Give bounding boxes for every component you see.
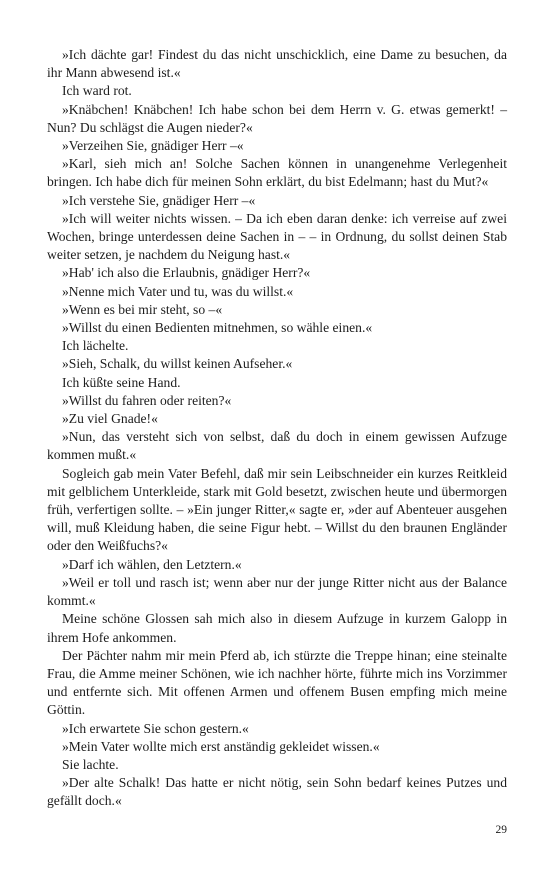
paragraph: »Weil er toll und rasch ist; wenn aber nur der junge Ritter nicht aus der Balance kommt.«	[47, 574, 507, 609]
paragraph: Sogleich gab mein Vater Befehl, daß mir sein Leibschneider ein kurzes Reitkleid mit gelblichem Unterkleide, stark mit Gold besetzt, zwischen heute und übermorgen früh, verfertigen sollte. – »Ein junger Ritter,« sagte er, »der auf Abenteuer ausgehen will, muß Kleidung haben, die seine Figur hebt. – Willst du den braunen Engländer oder den Weißfuchs?«	[47, 465, 507, 554]
paragraph: »Ich verstehe Sie, gnädiger Herr –«	[62, 192, 256, 208]
paragraph: Ich lächelte.	[62, 338, 129, 354]
paragraph: »Darf ich wählen, den Letztern.«	[62, 556, 242, 572]
paragraph: »Willst du fahren oder reiten?«	[62, 392, 232, 408]
paragraph: »Nun, das versteht sich von selbst, daß du doch in einem gewissen Aufzuge kommen mußt.«	[47, 429, 507, 463]
paragraph: »Knäbchen! Knäbchen! Ich habe schon bei dem Herrn v. G. etwas gemerkt! – Nun? Du schlägst die Augen nieder?«	[47, 101, 507, 135]
body-text	[47, 46, 507, 811]
paragraph: Der Pächter nahm mir mein Pferd ab, ich stürzte die Treppe hinan; eine steinalte Frau, die Amme meiner Schönen, wie ich nachher hörte, führte mich ins Vorzimmer und entfernte sich. Mit offenen Armen und offenem Busen empfing mich meine Göttin.	[47, 647, 507, 718]
paragraph: »Ich erwartete Sie schon gestern.«	[62, 720, 249, 736]
paragraph: »Mein Vater wollte mich erst anständig gekleidet wissen.«	[62, 738, 380, 754]
paragraph: »Willst du einen Bedienten mitnehmen, so wähle einen.«	[62, 320, 373, 336]
paragraph: »Karl, sieh mich an! Solche Sachen können in unangenehme Verlegenheit bringen. Ich habe dich für meinen Sohn erklärt, du bist Edelmann; hast du Mut?«	[47, 156, 507, 190]
paragraph: Sie lachte.	[62, 756, 119, 772]
paragraph: »Nenne mich Vater und tu, was du willst.«	[62, 283, 294, 299]
paragraph: »Sieh, Schalk, du willst keinen Aufseher.«	[62, 356, 293, 372]
paragraph: »Der alte Schalk! Das hatte er nicht nötig, sein Sohn bedarf keines Putzes und gefällt doch.«	[47, 775, 507, 809]
paragraph: Ich ward rot.	[62, 83, 132, 99]
paragraph: »Verzeihen Sie, gnädiger Herr –«	[62, 138, 244, 154]
paragraph: »Hab' ich also die Erlaubnis, gnädiger Herr?«	[62, 265, 311, 281]
page-number: 29	[495, 824, 507, 836]
paragraph: »Zu viel Gnade!«	[62, 411, 158, 427]
paragraph: Meine schöne Glossen sah mich also in diesem Aufzuge in kurzem Galopp in ihrem Hofe ankommen.	[47, 611, 507, 645]
paragraph: »Wenn es bei mir steht, so –«	[62, 301, 223, 317]
paragraph: Ich küßte seine Hand.	[62, 374, 181, 390]
paragraph: »Ich dächte gar! Findest du das nicht unschicklich, eine Dame zu besuchen, da ihr Mann abwesend ist.«	[47, 47, 507, 81]
paragraph: »Ich will weiter nichts wissen. – Da ich eben daran denke: ich verreise auf zwei Wochen, bringe unterdessen deine Sachen in – – in Ordnung, du sollst deinen Stab weiter setzen, je nachdem du Neigung hast.«	[47, 210, 507, 263]
